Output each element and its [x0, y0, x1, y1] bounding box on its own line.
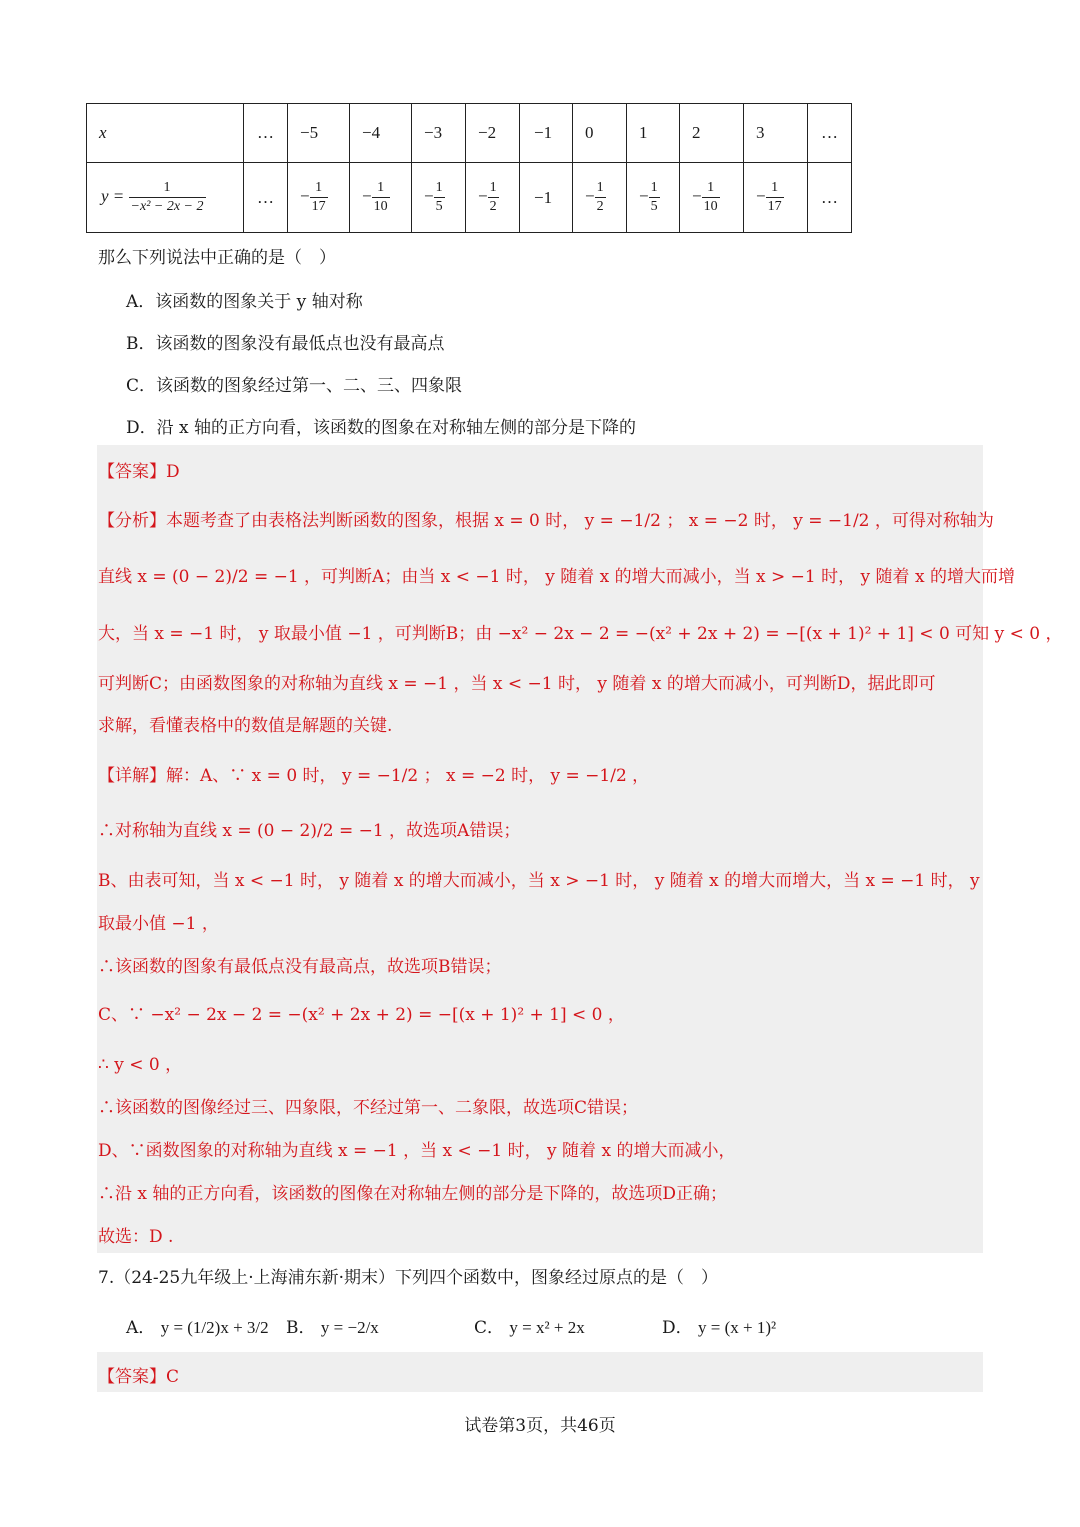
detail-line-3: B、由表可知，当 x < −1 时， y 随着 x 的增大而减小，当 x > −1 时， y 随着 x 的增大而增大，当 x = −1 时， y [98, 871, 980, 891]
y-cell: −1 [520, 163, 573, 233]
x-cell: 0 [573, 104, 627, 163]
detail-line-11: 故选：D . [98, 1227, 174, 1247]
y-formula: $\frac{1}{\text{−x² − 2x − 2}}$ [130, 179, 204, 214]
answer-line: 【答案】D [98, 462, 180, 482]
option-a: A．该函数的图象关于 y 轴对称 [126, 292, 363, 312]
detail-line-1: 【详解】解：A、∵ x = 0 时， y = −1/2 ； x = −2 时， y = −1/2 ， [98, 766, 650, 786]
y-cell: − $\frac{1}{2}$ [573, 163, 627, 233]
x-cell: −1 [520, 104, 573, 163]
detail-line-5: ∴该函数的图象有最低点没有最高点，故选项B错误； [98, 957, 502, 977]
q7-option-c: C． y = x² + 2x [474, 1318, 585, 1338]
detail-line-9: D、∵函数图象的对称轴为直线 x = −1 ，当 x < −1 时， y 随着 x 的增大而减小， [98, 1141, 736, 1161]
x-cell: −3 [412, 104, 466, 163]
q7-option-d: D． y = (x + 1)² [662, 1318, 777, 1338]
detail-line-10: ∴沿 x 轴的正方向看，该函数的图像在对称轴左侧的部分是下降的，故选项D正确； [98, 1184, 728, 1204]
x-cell: −4 [350, 104, 412, 163]
analysis-line-3: 大，当 x = −1 时， y 取最小值 −1 ，可判断B；由 −x² − 2x − 2 = −(x² + 2x + 2) = −[(x + 1)² + 1] < 0 可知 y < 0 ， [98, 624, 1063, 644]
analysis-line-4: 可判断C；由函数图象的对称轴为直线 x = −1 ，当 x < −1 时， y 随着 x 的增大而减小，可判断D，据此即可 [98, 674, 936, 694]
ellipsis-cell: … [808, 104, 852, 163]
y-cell: − $\frac{1}{2}$ [466, 163, 520, 233]
y-cell: − $\frac{1}{17}$ [744, 163, 808, 233]
y-cell: − $\frac{1}{5}$ [412, 163, 466, 233]
detail-line-6: C、∵ −x² − 2x − 2 = −(x² + 2x + 2) = −[(x + 1)² + 1] < 0 ， [98, 1005, 625, 1025]
detail-line-4: 取最小值 −1 ， [98, 914, 219, 934]
y-cell: − $\frac{1}{17}$ [288, 163, 350, 233]
x-cell: 2 [680, 104, 744, 163]
table-row-x [87, 104, 852, 163]
y-cell: − $\frac{1}{10}$ [350, 163, 412, 233]
x-cell: 3 [744, 104, 808, 163]
question-stem: 那么下列说法中正确的是（ ） [98, 248, 336, 268]
detail-line-7: ∴ y < 0 ， [98, 1055, 183, 1075]
detail-line-8: ∴该函数的图像经过三、四象限，不经过第一、二象限，故选项C错误； [98, 1098, 639, 1118]
answer7-line: 【答案】C [98, 1367, 180, 1387]
option-c: C．该函数的图象经过第一、二、三、四象限 [126, 376, 463, 396]
value-table [86, 103, 852, 233]
analysis-line-2: 直线 x = (0 − 2)/2 = −1 ，可判断A；由当 x < −1 时， y 随着 x 的增大而减小，当 x > −1 时， y 随着 x 的增大而增 [98, 567, 1015, 587]
analysis-line-1: 【分析】本题考查了由表格法判断函数的图象，根据 x = 0 时， y = −1/2 ； x = −2 时， y = −1/2 ，可得对称轴为 [98, 511, 994, 531]
analysis-line-5: 求解，看懂表格中的数值是解题的关键. [98, 716, 393, 736]
q7-option-a: A． y = (1/2)x + 3/2 [126, 1318, 269, 1338]
y-cell: − $\frac{1}{5}$ [627, 163, 680, 233]
x-label-cell: x [87, 104, 244, 163]
y-cell: − $\frac{1}{10}$ [680, 163, 744, 233]
ellipsis-cell: … [244, 104, 288, 163]
ellipsis-cell: … [244, 163, 288, 233]
option-d: D．沿 x 轴的正方向看，该函数的图象在对称轴左侧的部分是下降的 [126, 418, 637, 438]
page-footer: 试卷第3页，共46页 [464, 1416, 616, 1436]
question-7-stem: 7.（24-25九年级上·上海浦东新·期末）下列四个函数中，图象经过原点的是（ ） [98, 1268, 719, 1288]
ellipsis-cell: … [808, 163, 852, 233]
detail-line-2: ∴对称轴为直线 x = (0 − 2)/2 = −1 ，故选项A错误； [98, 821, 521, 841]
table-row-y [87, 163, 852, 233]
y-label-cell: y = $\frac{1}{\text{−x² − 2x − 2}}$ [87, 163, 244, 233]
q7-option-b: B． y = −2/x [286, 1318, 379, 1338]
option-b: B．该函数的图象没有最低点也没有最高点 [126, 334, 445, 354]
x-cell: −2 [466, 104, 520, 163]
x-cell: 1 [627, 104, 680, 163]
answer7-panel [97, 1352, 983, 1392]
x-cell: −5 [288, 104, 350, 163]
